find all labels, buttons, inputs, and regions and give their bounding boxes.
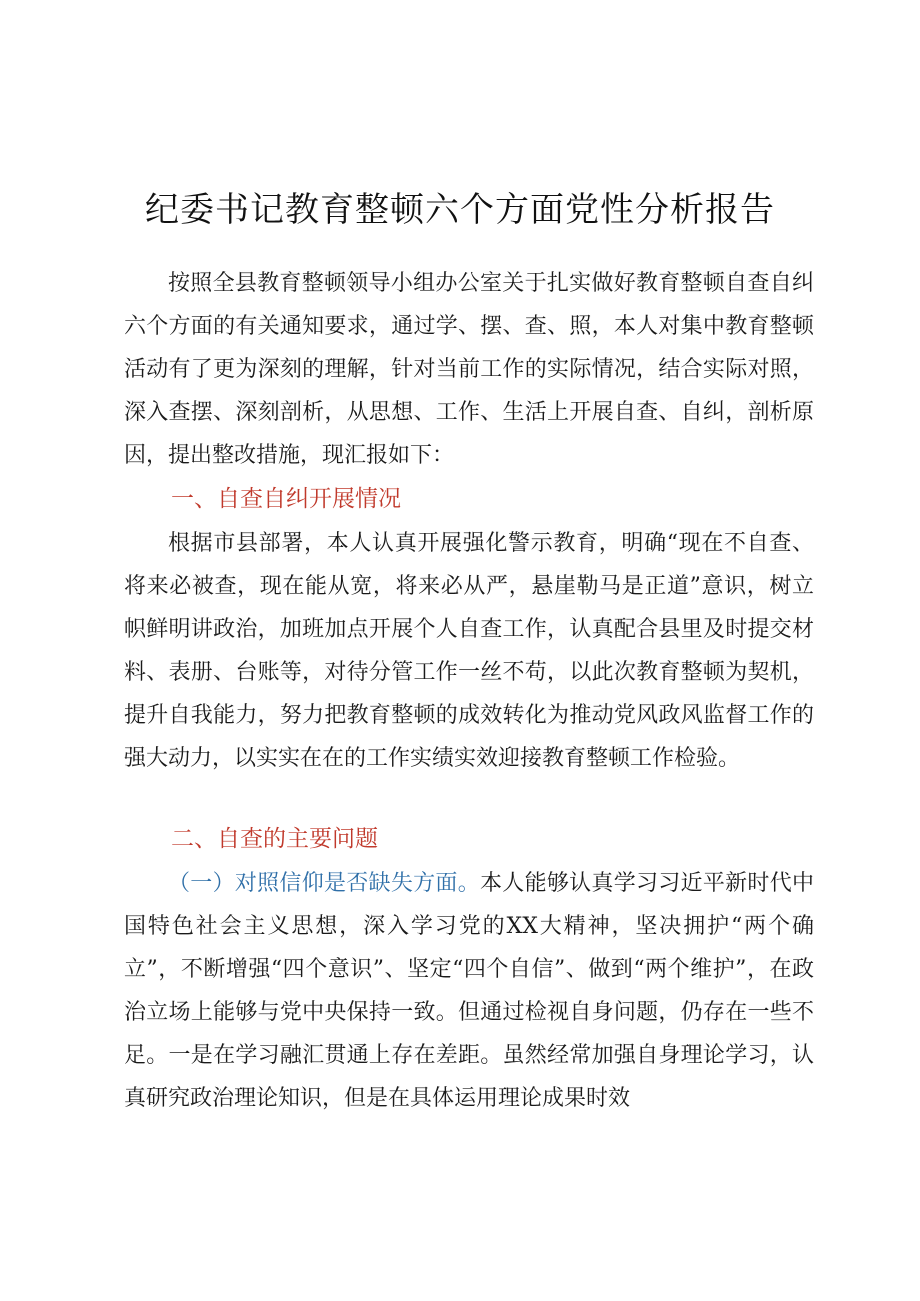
section-1-heading: 一、自查自纠开展情况: [171, 486, 401, 512]
section-2-body-text: 本人能够认真学习习近平新时代中国特色社会主义思想，深入学习党的XX大精神，坚决拥护“两个确立”，不断增强“四个意识”、坚定“四个自信”、做到“两个维护”，在政治立场上能够与党中央保持一致。但通过检视自身问题，仍存在一些不足。一是在学习融汇贯通上存在差距。虽然经常加强自身理论学习，认真研究政治理论知识，但是在具体运用理论成果时效: [124, 871, 814, 1111]
intro-paragraph: 按照全县教育整顿领导小组办公室关于扎实做好教育整顿自查自纠六个方面的有关通知要求，通过学、摆、查、照，本人对集中教育整顿活动有了更为深刻的理解，针对当前工作的实际情况，结合实际对照，深入查摆、深刻剖析，从思想、工作、生活上开展自查、自纠，剖析原因，提出整改措施，现汇报如下：: [124, 271, 814, 468]
section-2-heading: 二、自查的主要问题: [171, 826, 378, 852]
section-2-sub-heading: （一）对照信仰是否缺失方面。: [168, 871, 480, 896]
document-title: 纪委书记教育整顿六个方面党性分析报告: [145, 190, 775, 230]
section-1-paragraph: 根据市县部署，本人认真开展强化警示教育，明确“现在不自查、将来必被查，现在能从宽，将来必从严，悬崖勒马是正道”意识，树立帜鲜明讲政治，加班加点开展个人自查工作，认真配合县里及时提交材料、表册、台账等，对待分管工作一丝不苟，以此次教育整顿为契机，提升自我能力，努力把教育整顿的成效转化为推动党风政风监督工作的强大动力，以实实在在的工作实绩实效迎接教育整顿工作检验。: [124, 531, 814, 771]
section-2-paragraph: [124, 862, 814, 1120]
